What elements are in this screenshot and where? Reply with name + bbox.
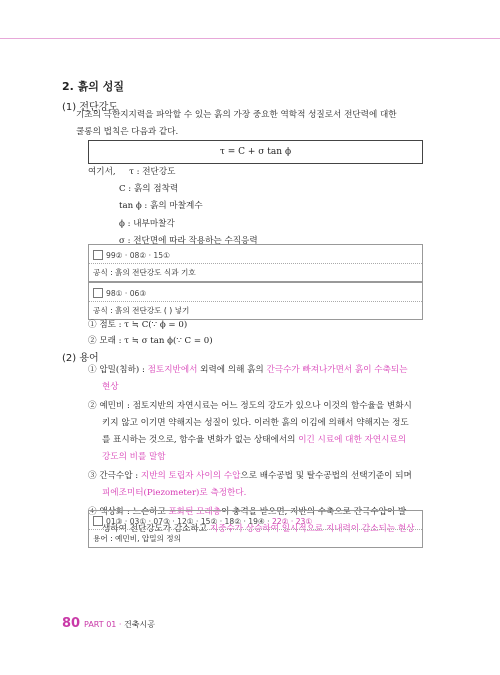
term-highlight: 포화된 모래층: [168, 507, 222, 517]
exam-years-text: 01③ · 03① · 07③ · 12① · 15② · 18② · 19④ ·: [106, 516, 272, 526]
glossary-row: [88, 181, 258, 198]
coulomb-formula: τ = C + σ tan ϕ: [88, 140, 423, 164]
footer-sep: ·: [116, 620, 125, 629]
exam-question: 공식 : 흙의 전단강도 ( ) 넣기: [93, 306, 190, 315]
exam-years: 99② · 08② · 15①: [106, 250, 170, 260]
exam-years: 98① · 06③: [106, 288, 147, 298]
exam-box-shear-formula: [88, 244, 423, 282]
soil-cases: [88, 317, 213, 349]
exam-box-terms: [88, 510, 423, 548]
glossary-symbol: ϕ :: [119, 218, 131, 229]
term-highlight: 지반의 토립자 사이의 수압: [140, 471, 241, 481]
term-highlight: 점토지반에서: [147, 365, 198, 375]
exam-tags: [89, 245, 422, 264]
term-highlight: 간극수가 빠져나가면서 흙이 수축되는: [266, 365, 408, 375]
term-text: ② 예민비 : 점토지반의 자연시료는 어느 정도의 강도가 있으나 이것의 함수율을 변화시: [88, 401, 412, 411]
term-highlight: 현상: [102, 382, 119, 392]
note-icon: [93, 250, 103, 260]
term-text: 를 표시하는 것으로, 함수율 변화가 없는 상태에서의: [102, 435, 299, 445]
term-label: ④ 액상화 : 느슨하고: [88, 507, 169, 517]
note-icon: [93, 288, 103, 298]
term-consolidation: [88, 362, 434, 379]
glossary-symbol: tan ϕ :: [119, 201, 148, 212]
exam-tags: [89, 283, 422, 302]
term-highlight: 지중수가 상승하여 일시적으로 지내력이 감소되는 현상: [209, 524, 415, 534]
term-sensitivity: [88, 398, 434, 466]
term-text: 외력에 의해 흙의: [197, 365, 267, 375]
glossary-symbol: τ :: [129, 167, 140, 177]
page-number: 80: [62, 616, 81, 631]
footer-part-label: PART 01: [84, 620, 117, 629]
term-text: 으로 배수공법 및 탈수공법의 선택기준이 되며: [240, 471, 412, 481]
top-rule: [0, 38, 500, 39]
term-text: 생하여 전단강도가 감소하고: [102, 524, 210, 534]
term-highlight: 강도의 비를 말함: [102, 452, 166, 462]
glossary-row: [88, 164, 258, 181]
glossary-desc: 흙의 점착력: [133, 184, 179, 195]
term-pore-pressure: [88, 468, 434, 502]
term-highlight: 피에조미터(Piezometer)로 측정한다.: [102, 488, 247, 498]
exam-tags: [89, 511, 422, 530]
exam-years: [106, 517, 312, 526]
exam-question: 용어 : 예민비, 압밀의 정의: [93, 534, 181, 543]
subsection-title-terms: (2) 용어: [62, 353, 99, 364]
sand-case: ② 모래 : τ ≒ σ tan ϕ(∵ C = 0): [88, 336, 213, 346]
term-consolidation-cont: [88, 379, 434, 396]
glossary-symbol: σ :: [119, 235, 131, 246]
glossary-symbol: C :: [119, 184, 132, 195]
term-label: ① 압밀(침하) :: [88, 365, 148, 375]
footer-part: [84, 619, 155, 630]
exam-years-recent: 22② · 23①: [271, 516, 313, 526]
subsection-title-shear: (1) 전단강도: [62, 102, 118, 113]
glossary-desc: 내부마찰각: [133, 218, 175, 229]
clay-case: ① 점토 : τ ≒ C(∵ ϕ = 0): [88, 320, 188, 330]
term-text: 키지 않고 이기면 약해지는 성질이 있다. 이러한 흙의 이김에 의해서 약해지는 정도: [102, 418, 409, 428]
glossary-desc: 전단강도: [142, 167, 176, 177]
term-label: ③ 간극수압 :: [88, 471, 141, 481]
term-text: 이 충격을 받으면, 지반의 수축으로 간극수압이 발: [221, 507, 407, 517]
glossary-row: [88, 198, 258, 215]
glossary-row: [88, 216, 258, 233]
glossary-prefix: 여기서,: [88, 167, 116, 177]
glossary-desc: 흙의 마찰계수: [150, 201, 203, 212]
footer-chapter: 건축시공: [124, 620, 155, 629]
glossary: [88, 164, 258, 250]
glossary-desc: 전단면에 따라 작용하는 수직응력: [133, 235, 258, 246]
intro-line: 쿨롱의 법칙은 다음과 같다.: [76, 127, 179, 137]
section-title: 2. 흙의 성질: [62, 80, 124, 93]
note-icon: [93, 516, 103, 526]
term-highlight: 이긴 시료에 대한 자연시료의: [298, 435, 407, 445]
intro-line: 기초의 극한지지력을 파악할 수 있는 흙의 가장 중요한 역학적 성질로서 전단력에 대한: [76, 110, 397, 120]
exam-box-shear-fill: [88, 282, 423, 320]
exam-question: 공식 : 흙의 전단강도 식과 기호: [93, 268, 196, 277]
intro-paragraph: [76, 107, 441, 141]
